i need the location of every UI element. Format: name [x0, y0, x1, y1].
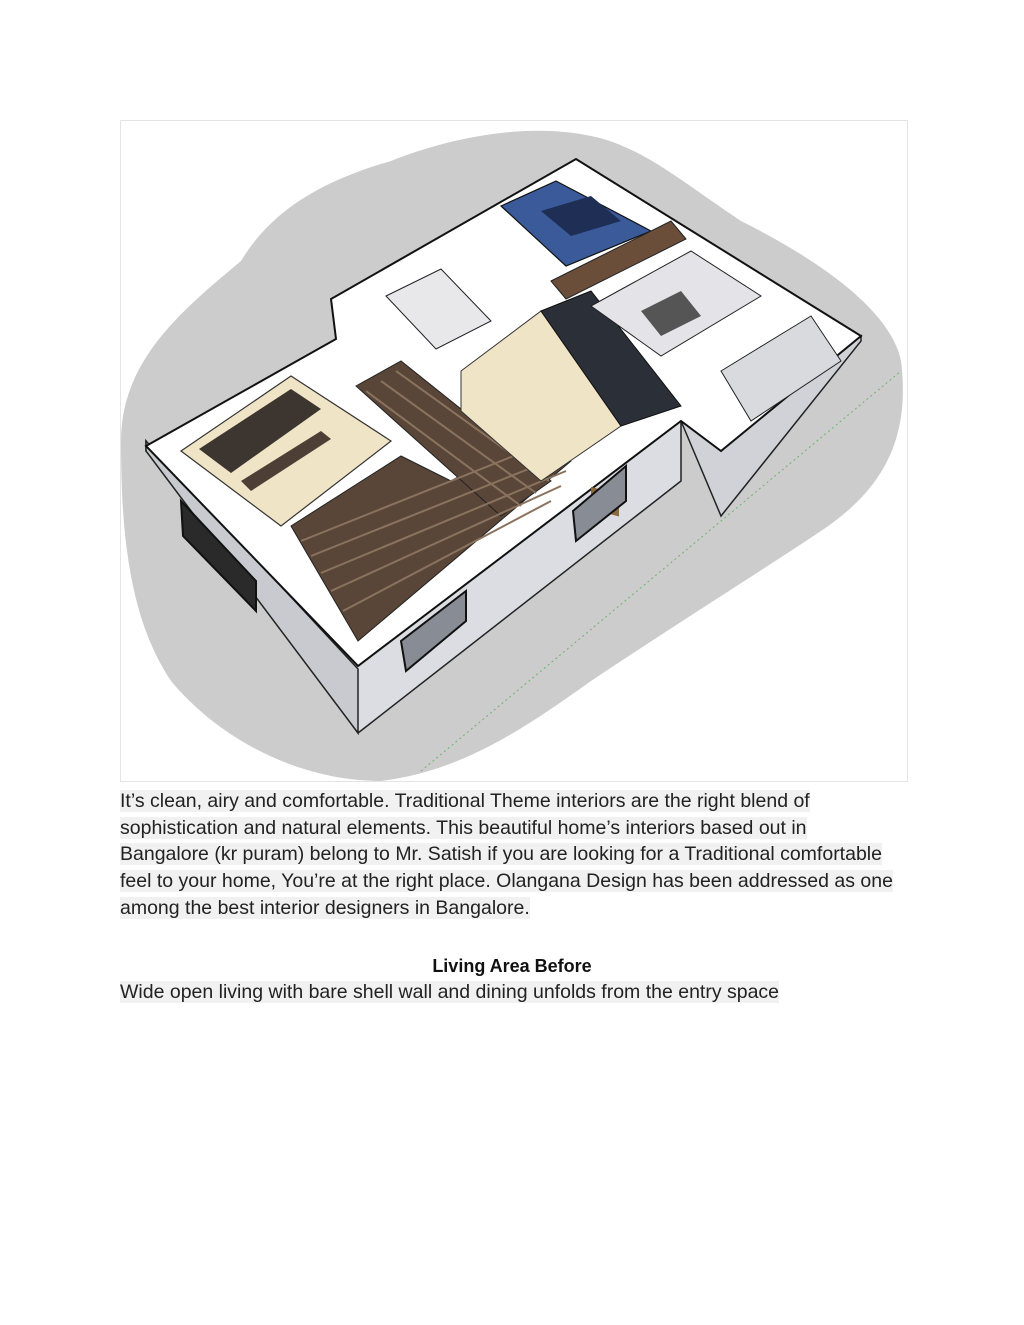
intro-text: It’s clean, airy and comfortable. Traditional Theme interiors are the right blend of sophistication and natural elements. This beautiful home’s interiors based out in Bangalore (kr puram) belong to Mr. Satish if you are looking for a Traditional comfortable feel to your home, You’re at the right place. Olangana Design has been addressed as one among the best interior designers in Bangalore.: [120, 790, 893, 919]
section-caption: [120, 979, 900, 1005]
section-heading: Living Area Before: [432, 956, 592, 976]
floor-plan-render: [121, 121, 907, 781]
intro-paragraph: [120, 788, 900, 922]
floor-plan-figure: [120, 120, 908, 782]
caption-text: Wide open living with bare shell wall and dining unfolds from the entry space: [120, 981, 780, 1003]
